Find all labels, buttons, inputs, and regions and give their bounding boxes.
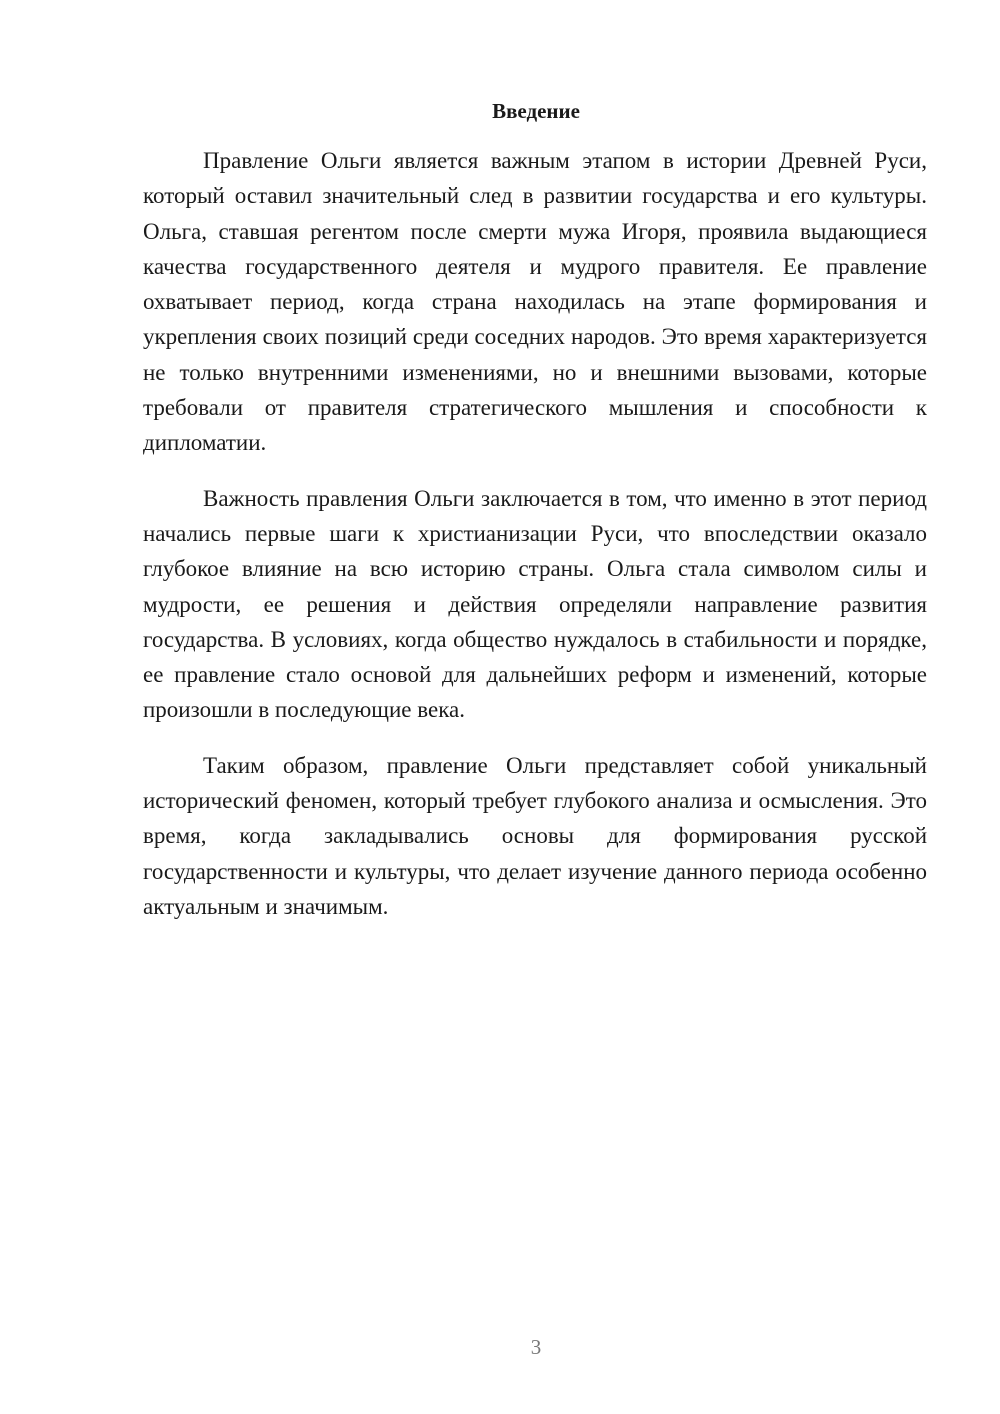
- paragraph-1: Правление Ольги является важным этапом в истории Древней Руси, который оставил значительный след в развитии государства и его культуры. Ольга, ставшая регентом после смерти мужа Игоря, проявила выдающиеся качества государственного деятеля и мудрого правителя. Ее правление охватывает период, когда страна находилась на этапе формирования и укрепления своих позиций среди соседних народов. Это время характеризуется не только внутренними изменениями, но и внешними вызовами, которые требовали от правителя стратегического мышления и способности к дипломатии.: [143, 148, 927, 456]
- page-number: 3: [530, 1335, 542, 1359]
- paragraph-3: Таким образом, правление Ольги представляет собой уникальный исторический феномен, который требует глубокого анализа и осмысления. Это время, когда закладывались основы для формирования русской государственности и культуры, что делает изучение данного периода особенно актуальным и значимым.: [143, 752, 927, 919]
- section-heading: Введение: [492, 99, 580, 123]
- body-text: [143, 143, 927, 944]
- paragraph-2: Важность правления Ольги заключается в том, что именно в этот период начались первые шаги к христианизации Руси, что впоследствии оказало глубокое влияние на всю историю страны. Ольга стала символом силы и мудрости, ее решения и действия определяли направление развития государства. В условиях, когда общество нуждалось в стабильности и порядке, ее правление стало основой для дальнейших реформ и изменений, которые произошли в последующие века.: [143, 485, 927, 723]
